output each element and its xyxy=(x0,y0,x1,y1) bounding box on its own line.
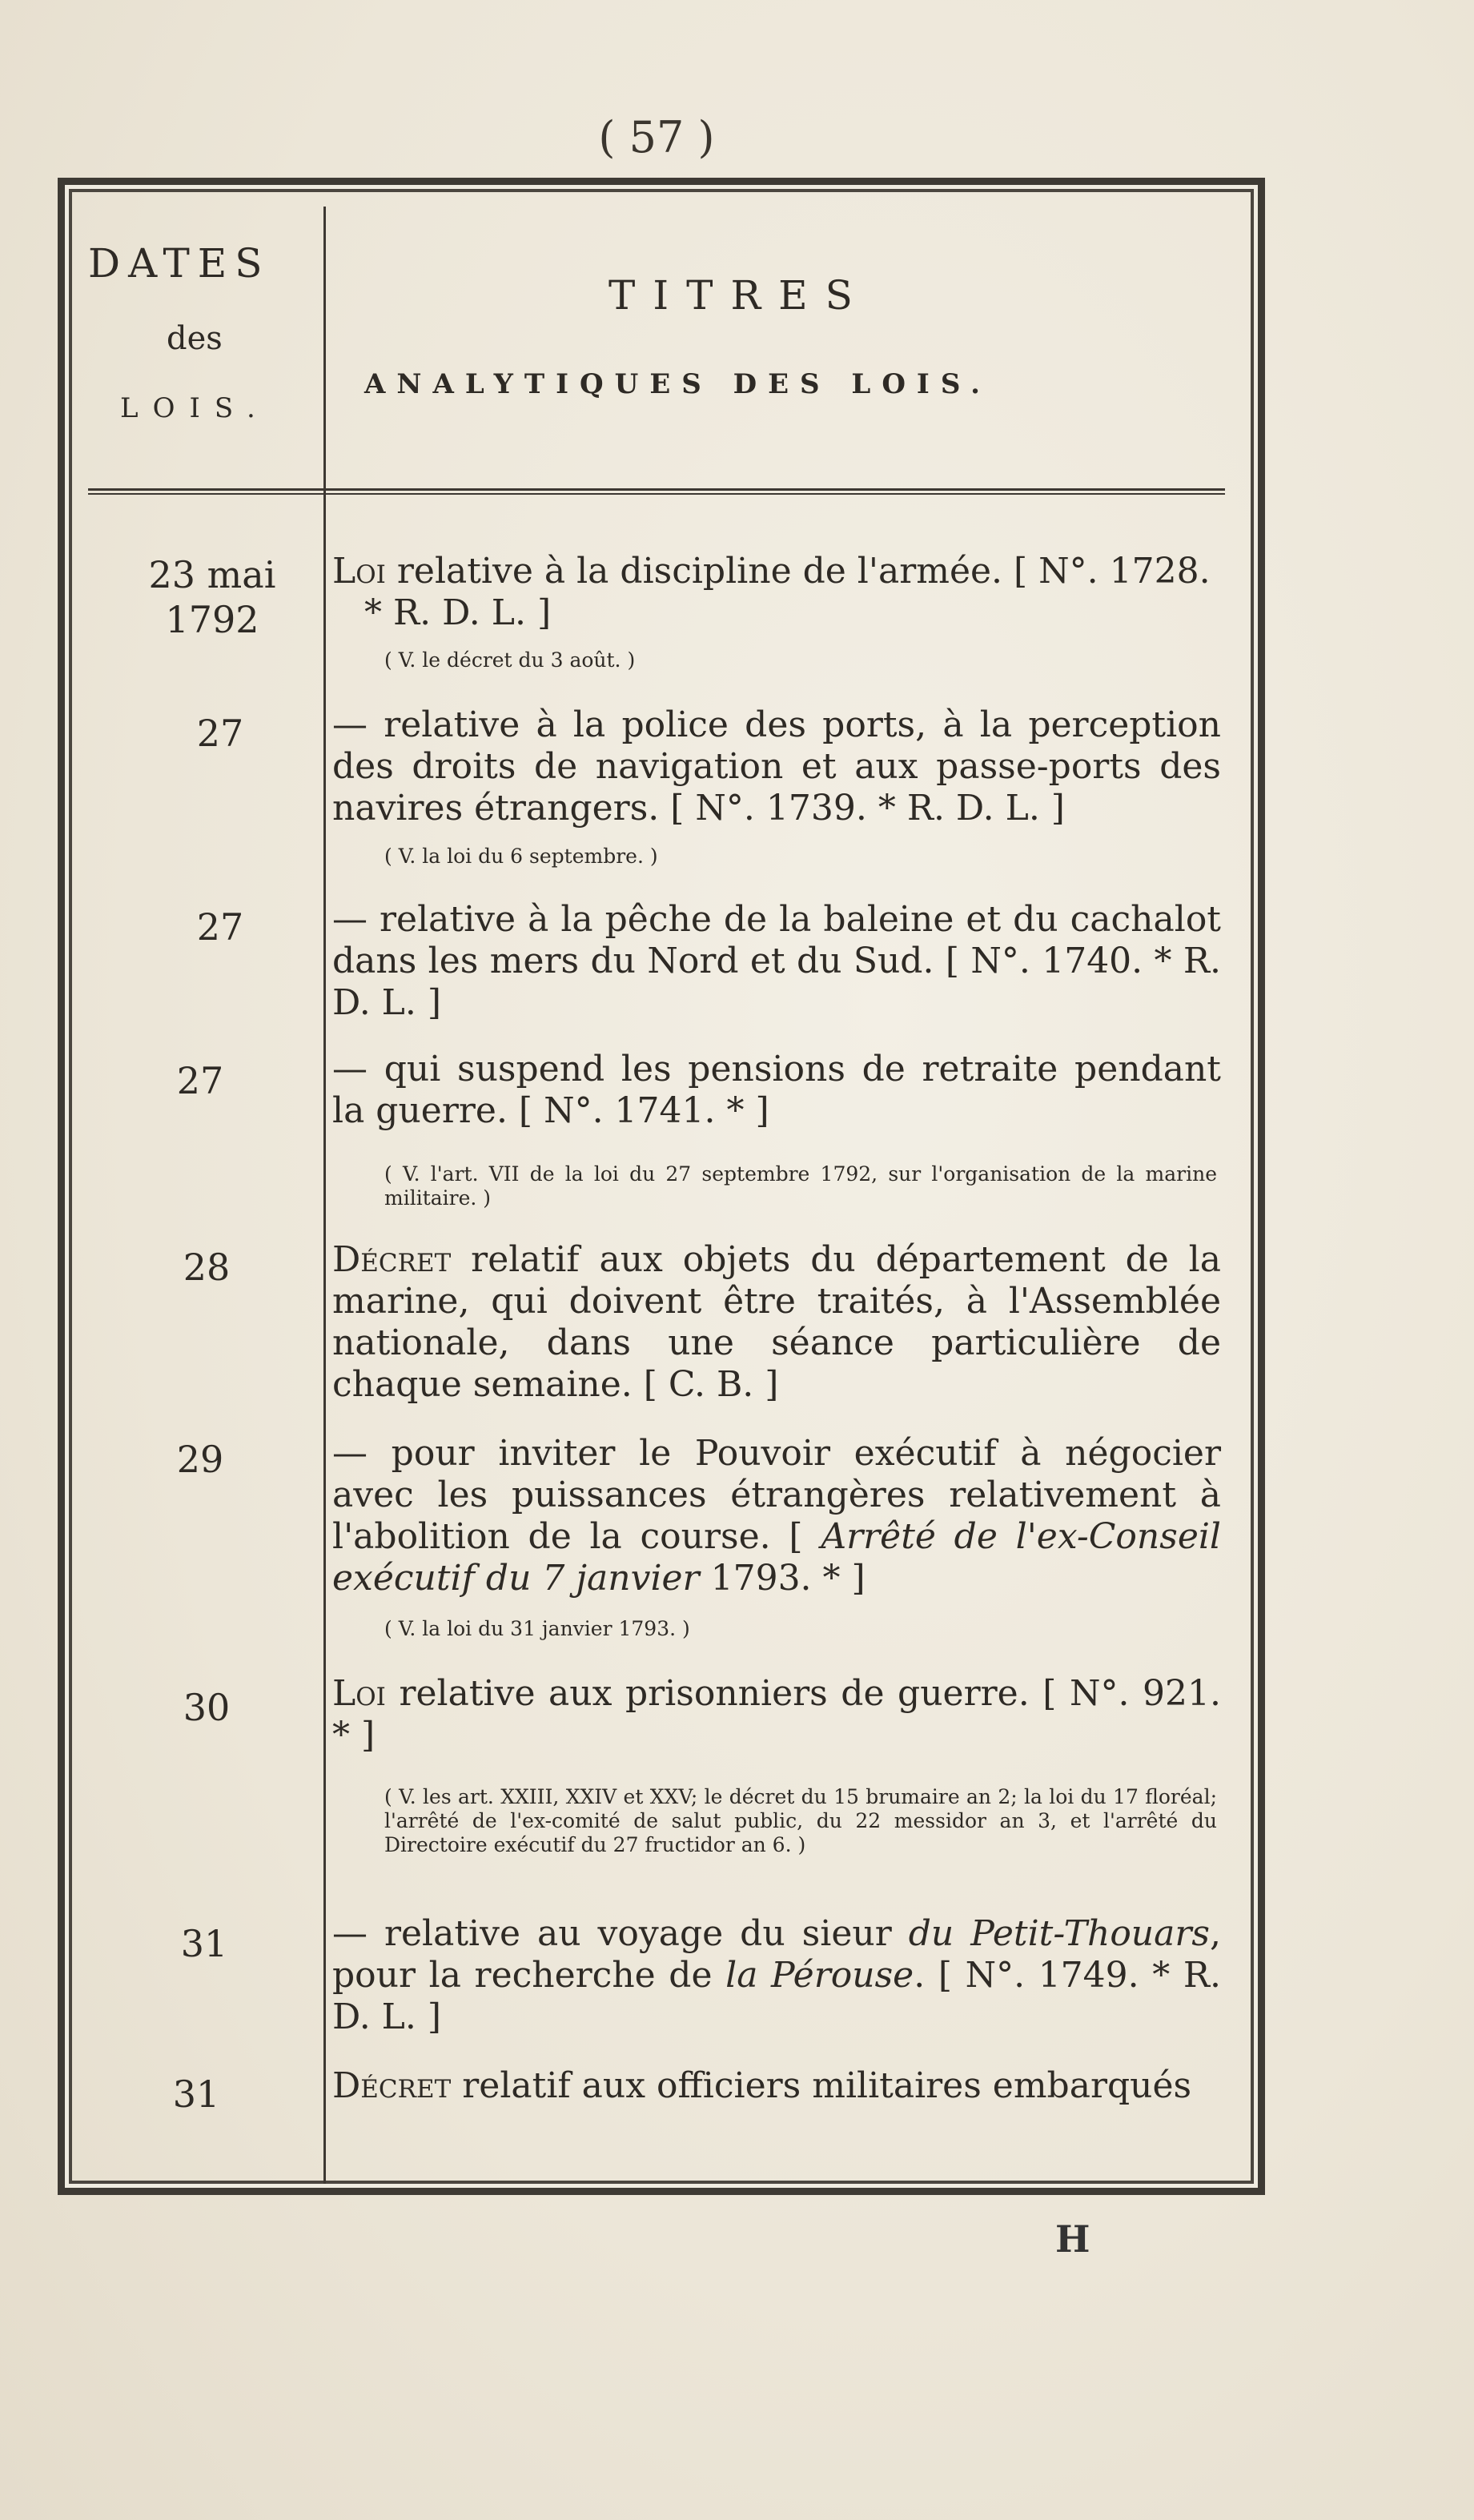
entry-text: — pour inviter le Pouvoir exécutif à négocier avec les puissances étrangères relativement à l'abolition de la course. [ xyxy=(332,1433,1221,1557)
entry-title: — relative à la pêche de la baleine et du cachalot dans les mers du Nord et du Sud. [ N°. 1740. * R. D. L. ] xyxy=(332,899,1221,1023)
entry-lead: Décret xyxy=(332,2065,452,2106)
entry-date xyxy=(132,552,292,642)
entry-text: — relative au voyage du sieur xyxy=(332,1913,909,1954)
entry-note: ( V. la loi du 6 septembre. ) xyxy=(384,845,658,868)
entry-date: 27 xyxy=(176,1059,224,1102)
entry-italic: du Petit-Thouars xyxy=(908,1913,1210,1954)
entry-title xyxy=(332,1673,1221,1756)
entry-text: , pour la recherche de xyxy=(332,1913,1221,1996)
entry-lead: Loi xyxy=(332,551,386,592)
entry-text: relatif aux officiers militaires embarqués xyxy=(451,2065,1192,2106)
date-line: 1792 xyxy=(165,598,259,641)
entry-note: ( V. l'art. VII de la loi du 27 septembre 1792, sur l'organisation de la marine militaire. ) xyxy=(384,1162,1217,1210)
header-titres: TITRES xyxy=(608,272,870,319)
header-lois: LOIS. xyxy=(120,392,270,424)
entry-title xyxy=(332,551,1221,634)
entry-date: 31 xyxy=(172,2073,220,2116)
header-des: des xyxy=(167,320,223,357)
entry-date: 27 xyxy=(196,905,244,949)
entry-text: relative aux prisonniers de guerre. [ N°. 921. * ] xyxy=(332,1673,1221,1756)
entry-italic: la Pérouse xyxy=(725,1955,914,1996)
entry-lead: Loi xyxy=(332,1673,386,1714)
entry-note: ( V. la loi du 31 janvier 1793. ) xyxy=(384,1617,690,1640)
entry-text: relatif aux objets du département de la marine, qui doivent être traités, à l'Assemblée nationale, dans une séance particulière de chaque semaine. [ C. B. ] xyxy=(332,1239,1221,1405)
entry-title xyxy=(332,1433,1221,1599)
entry-date: 30 xyxy=(183,1686,231,1729)
entry-text: 1793. * ] xyxy=(699,1558,866,1599)
entry-title: — qui suspend les pensions de retraite pendant la guerre. [ N°. 1741. * ] xyxy=(332,1049,1221,1131)
entry-title xyxy=(332,2065,1221,2107)
header-dates: DATES xyxy=(88,240,271,287)
entry-date: 29 xyxy=(176,1438,224,1481)
header-rule xyxy=(88,488,1225,495)
entry-note: ( V. les art. XXIII, XXIV et XXV; le décret du 15 brumaire an 2; la loi du 17 floréal; l'arrêté de l'ex-comité de salut public, du 22 messidor an 3, et l'arrêté du Directoire exécutif du 27 fructidor an 6. ) xyxy=(384,1785,1217,1856)
entry-text: * R. D. L. ] xyxy=(364,592,552,633)
page-number: ( 57 ) xyxy=(598,112,715,163)
entry-note: ( V. le décret du 3 août. ) xyxy=(384,648,636,672)
entry-title: — relative à la police des ports, à la perception des droits de navigation et aux passe-ports des navires étrangers. [ N°. 1739. * R. D. L. ] xyxy=(332,704,1221,829)
date-line: 23 mai xyxy=(148,553,276,596)
entry-lead: Décret xyxy=(332,1239,452,1280)
entry-italic: Arrêté de l'ex-Conseil exécutif du 7 janvier xyxy=(332,1516,1222,1599)
column-divider xyxy=(323,207,326,2184)
entry-title xyxy=(332,1913,1221,2038)
entry-date: 31 xyxy=(180,1922,228,1965)
entry-text: . [ N°. 1749. * R. D. L. ] xyxy=(332,1955,1221,2037)
header-analytiques: ANALYTIQUES DES LOIS. xyxy=(364,368,992,400)
signature-mark: H xyxy=(1055,2217,1090,2261)
entry-date: 28 xyxy=(183,1246,231,1289)
entry-title xyxy=(332,1239,1221,1406)
entry-date: 27 xyxy=(196,712,244,755)
entry-text: relative à la discipline de l'armée. [ N°. 1728. xyxy=(385,551,1211,592)
